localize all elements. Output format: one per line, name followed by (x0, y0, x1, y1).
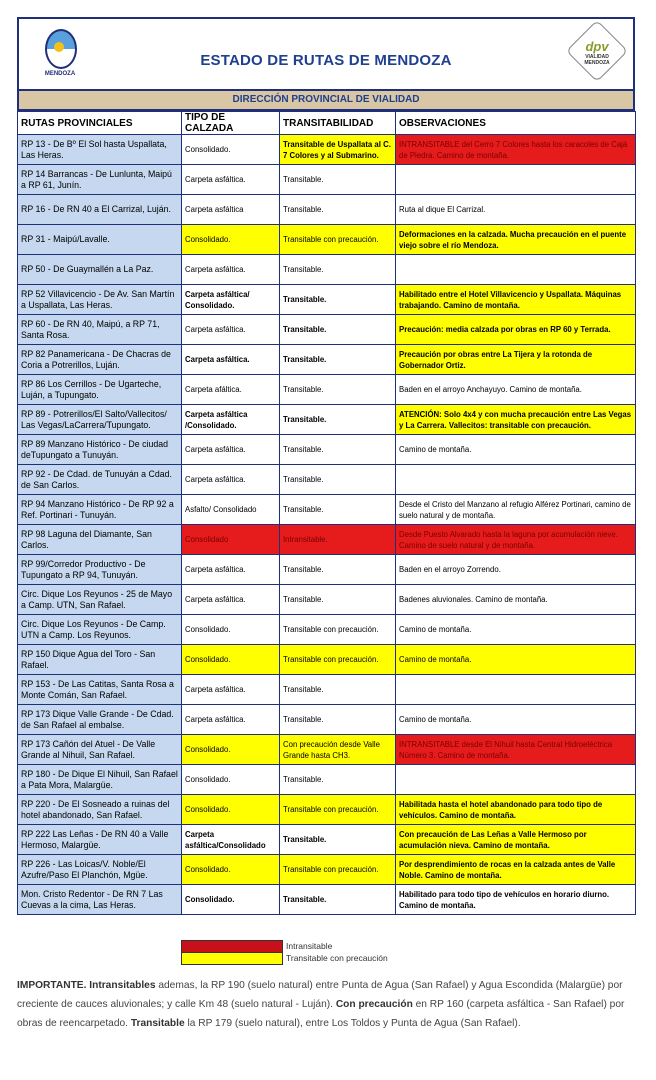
observations-cell: Baden en el arroyo Anchayuyo. Camino de montaña. (396, 375, 636, 405)
table-row (18, 525, 636, 555)
transitability-cell: Transitable. (280, 675, 396, 705)
transitability-cell: Transitable. (280, 765, 396, 795)
pavement-type-cell: Carpeta asfáltica. (182, 255, 280, 285)
transitability-cell: Transitable. (280, 375, 396, 405)
pavement-type-cell: Carpeta asfáltica. (182, 675, 280, 705)
table-row (18, 645, 636, 675)
table-row (18, 345, 636, 375)
table-row (18, 855, 636, 885)
table-row (18, 405, 636, 435)
transitability-cell: Transitable. (280, 705, 396, 735)
pavement-type-cell: Carpeta asfáltica. (182, 465, 280, 495)
observations-cell: Desde el Cristo del Manzano al refugio Alférez Portinari, camino de suelo natural y de montaña. (396, 495, 636, 525)
route-cell: Mon. Cristo Redentor - De RN 7 Las Cuevas a la cima, Las Heras. (18, 885, 182, 915)
page-title: ESTADO DE RUTAS DE MENDOZA (200, 52, 452, 69)
route-cell: RP 52 Villavicencio - De Av. San Martín a Uspallata, Las Heras. (18, 285, 182, 315)
table-row (18, 495, 636, 525)
transitability-cell: Transitable con precaución. (280, 225, 396, 255)
route-cell: RP 153 - De Las Catitas, Santa Rosa a Monte Comán, San Rafael. (18, 675, 182, 705)
transitability-cell: Transitable. (280, 315, 396, 345)
observations-cell (396, 765, 636, 795)
transitability-cell: Transitable. (280, 555, 396, 585)
observations-cell: Camino de montaña. (396, 705, 636, 735)
table-row (18, 885, 636, 915)
document-header (17, 17, 635, 89)
route-cell: RP 60 - De RN 40, Maipú, a RP 71, Santa Rosa. (18, 315, 182, 345)
table-row (18, 435, 636, 465)
observations-cell: Con precaución de Las Leñas a Valle Hermoso por acumulación nieva. Camino de montaña. (396, 825, 636, 855)
route-cell: RP 89 Manzano Histórico - De ciudad deTupungato a Tunuyán. (18, 435, 182, 465)
observations-cell: ATENCIÓN: Solo 4x4 y con mucha precaución entre Las Vegas y La Carrera. Vallecitos: transitable con precaución. (396, 405, 636, 435)
route-cell: RP 94 Manzano Histórico - De RP 92 a Ref. Portinari - Tunuyán. (18, 495, 182, 525)
table-row (18, 555, 636, 585)
pavement-type-cell: Consolidado. (182, 135, 280, 165)
transitability-cell: Transitable de Uspallata al C. 7 Colores y al Submarino. (280, 135, 396, 165)
observations-cell: Precaución por obras entre La Tijera y la rotonda de Gobernador Ortiz. (396, 345, 636, 375)
transitability-cell: Transitable. (280, 465, 396, 495)
route-cell: RP 82 Panamericana - De Chacras de Coria a Potrerillos, Luján. (18, 345, 182, 375)
route-cell: RP 50 - De Guaymallén a La Paz. (18, 255, 182, 285)
table-row (18, 315, 636, 345)
table-row (18, 615, 636, 645)
route-cell: RP 173 Dique Valle Grande - De Cdad. de San Rafael al embalse. (18, 705, 182, 735)
transitability-cell: Transitable. (280, 405, 396, 435)
road-status-document (17, 17, 635, 915)
section-subtitle: DIRECCIÓN PROVINCIAL DE VIALIDAD (17, 89, 635, 111)
route-cell: Circ. Dique Los Reyunos - 25 de Mayo a Camp. UTN, San Rafael. (18, 585, 182, 615)
mendoza-shield-logo: MENDOZA (37, 29, 83, 85)
route-cell: RP 92 - De Cdad. de Tunuyán a Cdad. de San Carlos. (18, 465, 182, 495)
transitability-cell: Transitable. (280, 285, 396, 315)
route-cell: RP 16 - De RN 40 a El Carrizal, Luján. (18, 195, 182, 225)
table-row (18, 375, 636, 405)
observations-cell (396, 675, 636, 705)
table-row (18, 165, 636, 195)
pavement-type-cell: Carpeta asfáltica. (182, 165, 280, 195)
pavement-type-cell: Consolidado. (182, 225, 280, 255)
table-row (18, 705, 636, 735)
transitability-cell: Transitable. (280, 435, 396, 465)
observations-cell: Camino de montaña. (396, 435, 636, 465)
transitability-cell: Transitable con precaución. (280, 855, 396, 885)
transitability-cell: Con precaución desde Valle Grande hasta CH3. (280, 735, 396, 765)
pavement-type-cell: Consolidado. (182, 735, 280, 765)
legend-item-yellow: Transitable con precaución (181, 952, 388, 964)
observations-cell: Habilitado para todo tipo de vehículos en horario diurno. Camino de montaña. (396, 885, 636, 915)
transitability-cell: Transitable. (280, 495, 396, 525)
table-row (18, 825, 636, 855)
pavement-type-cell: Carpeta asfáltica. (182, 435, 280, 465)
legend-swatch-yellow (181, 952, 283, 965)
transitability-cell: Transitable con precaución. (280, 795, 396, 825)
pavement-type-cell: Carpeta asfáltica/Consolidado (182, 825, 280, 855)
route-cell: RP 220 - De El Sosneado a ruinas del hotel abandonado, San Rafael. (18, 795, 182, 825)
transitability-cell: Intransitable. (280, 525, 396, 555)
observations-cell: Deformaciones en la calzada. Mucha precaución en el puente viejo sobre el río Mendoza. (396, 225, 636, 255)
column-header-observations: OBSERVACIONES (396, 112, 636, 135)
transitability-cell: Transitable con precaución. (280, 645, 396, 675)
vialidad-logo: dpv VIALIDAD MENDOZA (584, 39, 610, 66)
pavement-type-cell: Carpeta asfáltica/ Consolidado. (182, 285, 280, 315)
transitability-cell: Transitable. (280, 165, 396, 195)
route-cell: RP 86 Los Cerrillos - De Ugarteche, Luján, a Tupungato. (18, 375, 182, 405)
observations-cell (396, 255, 636, 285)
transitability-cell: Transitable. (280, 345, 396, 375)
pavement-type-cell: Consolidado (182, 525, 280, 555)
table-row (18, 465, 636, 495)
table-row (18, 795, 636, 825)
observations-cell: INTRANSITABLE del Cerro 7 Colores hasta los caracoles de Cajá de Piedra. Camino de montaña. (396, 135, 636, 165)
route-cell: RP 98 Laguna del Diamante, San Carlos. (18, 525, 182, 555)
pavement-type-cell: Carpeta asfáltica. (182, 315, 280, 345)
observations-cell: Ruta al dique El Carrizal. (396, 195, 636, 225)
observations-cell (396, 165, 636, 195)
observations-cell: Habilitada hasta el hotel abandonado para todo tipo de vehículos. Camino de montaña. (396, 795, 636, 825)
transitability-cell: Transitable. (280, 825, 396, 855)
route-cell: RP 226 - Las Loicas/V. Noble/El Azufre/Paso El Planchón, Mgüe. (18, 855, 182, 885)
observations-cell: Camino de montaña. (396, 645, 636, 675)
routes-table (17, 111, 636, 915)
column-header-status: TRANSITABILIDAD (280, 112, 396, 135)
transitability-cell: Transitable. (280, 255, 396, 285)
table-row (18, 195, 636, 225)
table-header-row (18, 112, 636, 135)
table-row (18, 255, 636, 285)
pavement-type-cell: Consolidado. (182, 885, 280, 915)
column-header-routes: RUTAS PROVINCIALES (18, 112, 182, 135)
route-cell: RP 99/Corredor Productivo - De Tupungato a RP 94, Tunuyán. (18, 555, 182, 585)
observations-cell (396, 465, 636, 495)
pavement-type-cell: Asfalto/ Consolidado (182, 495, 280, 525)
table-row (18, 675, 636, 705)
pavement-type-cell: Consolidado. (182, 855, 280, 885)
route-cell: RP 222 Las Leñas - De RN 40 a Valle Hermoso, Malargüe. (18, 825, 182, 855)
legend (181, 940, 388, 964)
pavement-type-cell: Carpeta asfáltica. (182, 555, 280, 585)
route-cell: RP 13 - De Bº El Sol hasta Uspallata, Las Heras. (18, 135, 182, 165)
transitability-cell: Transitable. (280, 585, 396, 615)
pavement-type-cell: Carpeta asfáltica. (182, 345, 280, 375)
pavement-type-cell: Consolidado. (182, 765, 280, 795)
observations-cell: Habilitado entre el Hotel Villavicencio y Uspallata. Máquinas trabajando. Camino de montaña. (396, 285, 636, 315)
important-note: IMPORTANTE. Intransitables ademas, la RP 190 (suelo natural) entre Punta de Agua (San Rafael) y Agua Escondida (Malargüe) por creciente de cauces aluvionales; y calle Km 48 (suelo natural - Luján). Con precaución en RP 160 (carpeta asfáltica - San Rafael) por obras de reencarpetado. Transitable la RP 179 (suelo natural), entre Los Toldos y Punta de Agua (San Rafael). (17, 980, 625, 1029)
observations-cell: INTRANSITABLE desde El Nihuil hasta Central Hidroeléctrica Número 3. Camino de montaña. (396, 735, 636, 765)
route-cell: RP 14 Barrancas - De Lunlunta, Maipú a RP 61, Junín. (18, 165, 182, 195)
pavement-type-cell: Carpeta asfáltica /Consolidado. (182, 405, 280, 435)
observations-cell: Baden en el arroyo Zorrendo. (396, 555, 636, 585)
table-row (18, 285, 636, 315)
pavement-type-cell: Consolidado. (182, 615, 280, 645)
pavement-type-cell: Carpeta asfáltica. (182, 705, 280, 735)
route-cell: RP 89 - Potrerillos/El Salto/Vallecitos/ Las Vegas/LaCarrera/Tupungato. (18, 405, 182, 435)
observations-cell: Por desprendimiento de rocas en la calzada antes de Valle Noble. Camino de montaña. (396, 855, 636, 885)
pavement-type-cell: Carpeta asfáltica (182, 195, 280, 225)
observations-cell: Camino de montaña. (396, 615, 636, 645)
pavement-type-cell: Carpeta asfáltica. (182, 585, 280, 615)
table-row (18, 225, 636, 255)
route-cell: Circ. Dique Los Reyunos - De Camp. UTN a Camp. Los Reyunos. (18, 615, 182, 645)
pavement-type-cell: Consolidado. (182, 645, 280, 675)
route-cell: RP 180 - De Dique El Nihuil, San Rafael a Pata Mora, Malargüe. (18, 765, 182, 795)
table-row (18, 765, 636, 795)
table-row (18, 585, 636, 615)
legend-item-red: Intransitable (181, 940, 388, 952)
transitability-cell: Transitable. (280, 195, 396, 225)
column-header-type: TIPO DE CALZADA (182, 112, 280, 135)
route-cell: RP 150 Dique Agua del Toro - San Rafael. (18, 645, 182, 675)
transitability-cell: Transitable. (280, 885, 396, 915)
route-cell: RP 173 Cañón del Atuel - De Valle Grande al Nihuil, San Rafael. (18, 735, 182, 765)
table-row (18, 135, 636, 165)
transitability-cell: Transitable con precaución. (280, 615, 396, 645)
observations-cell: Precaución: media calzada por obras en RP 60 y Terrada. (396, 315, 636, 345)
route-cell: RP 31 - Maipú/Lavalle. (18, 225, 182, 255)
observations-cell: Desde Puesto Alvarado hasta la laguna por acumulación nieve. Camino de suelo natural y de montaña. (396, 525, 636, 555)
pavement-type-cell: Consolidado. (182, 795, 280, 825)
observations-cell: Badenes aluvionales. Camino de montaña. (396, 585, 636, 615)
pavement-type-cell: Carpeta afáltica. (182, 375, 280, 405)
table-row (18, 735, 636, 765)
